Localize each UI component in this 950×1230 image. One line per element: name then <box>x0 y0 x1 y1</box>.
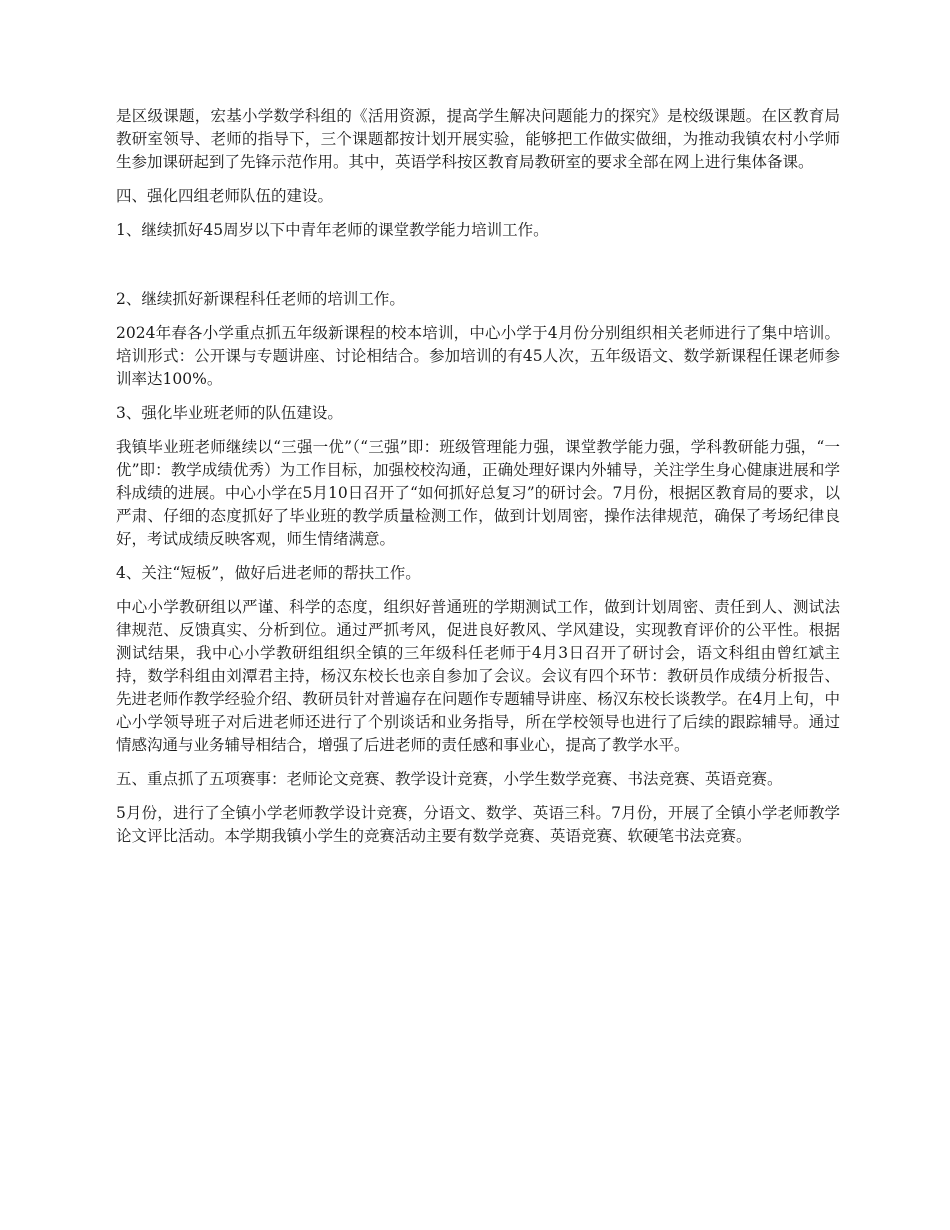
heading-section-five: 五、重点抓了五项赛事：老师论文竞赛、教学设计竞赛，小学生数学竞赛、书法竞赛、英语竞赛。 <box>116 770 783 788</box>
item-three-heading: 3、强化毕业班老师的队伍建设。 <box>116 404 343 422</box>
document-body <box>116 105 840 859</box>
heading-section-four: 四、强化四组老师队伍的建设。 <box>116 187 334 205</box>
item-four-heading: 4、关注“短板”，做好后进老师的帮扶工作。 <box>116 564 421 582</box>
item-one-heading: 1、继续抓好45周岁以下中青年老师的课堂教学能力培训工作。 <box>116 221 549 239</box>
paragraph-competitions: 5月份，进行了全镇小学老师教学设计竞赛，分语文、数学、英语三科。7月份，开展了全镇小学老师教学论文评比活动。本学期我镇小学生的竞赛活动主要有数学竞赛、英语竞赛、软硬笔书法竞赛。 <box>116 804 840 845</box>
paragraph-new-curriculum-training: 2024年春各小学重点抓五年级新课程的校本培训，中心小学于4月份分别组织相关老师进行了集中培训。培训形式：公开课与专题讲座、讨论相结合。参加培训的有45人次，五年级语文、数学新课程任课老师参训率达100%。 <box>116 324 840 388</box>
paragraph-topics-intro: 是区级课题，宏基小学数学科组的《活用资源，提高学生解决问题能力的探究》是校级课题。在区教育局教研室领导、老师的指导下，三个课题都按计划开展实验，能够把工作做实做细，为推动我镇农村小学师生参加课研起到了先锋示范作用。其中，英语学科按区教育局教研室的要求全部在网上进行集体备课。 <box>116 107 840 171</box>
paragraph-teacher-support: 中心小学教研组以严谨、科学的态度，组织好普通班的学期测试工作，做到计划周密、责任到人、测试法律规范、反馈真实、分析到位。通过严抓考风，促进良好教风、学风建设，实现教育评价的公平性。根据测试结果，我中心小学教研组组织全镇的三年级科任老师于4月3日召开了研讨会，语文科组由曾红斌主持，数学科组由刘潭君主持，杨汉东校长也亲自参加了会议。会议有四个环节：教研员作成绩分析报告、先进老师作教学经验介绍、教研员针对普遍存在问题作专题辅导讲座、杨汉东校长谈教学。在4月上旬，中心小学领导班子对后进老师还进行了个别谈话和业务指导，所在学校领导也进行了后续的跟踪辅导。通过情感沟通与业务辅导相结合，增强了后进老师的责任感和事业心，提高了教学水平。 <box>116 598 840 754</box>
item-two-heading: 2、继续抓好新课程科任老师的培训工作。 <box>116 290 405 308</box>
paragraph-graduating-class: 我镇毕业班老师继续以“三强一优”（“三强”即：班级管理能力强，课堂教学能力强，学科教研能力强，“一优”即：教学成绩优秀）为工作目标，加强校校沟通，正确处理好课内外辅导，关注学生身心健康进展和学科成绩的进展。中心小学在5月10日召开了“如何抓好总复习”的研讨会。7月份，根据区教育局的要求，以严肃、仔细的态度抓好了毕业班的教学质量检测工作，做到计划周密，操作法律规范，确保了考场纪律良好，考试成绩反映客观，师生情绪满意。 <box>116 438 840 548</box>
